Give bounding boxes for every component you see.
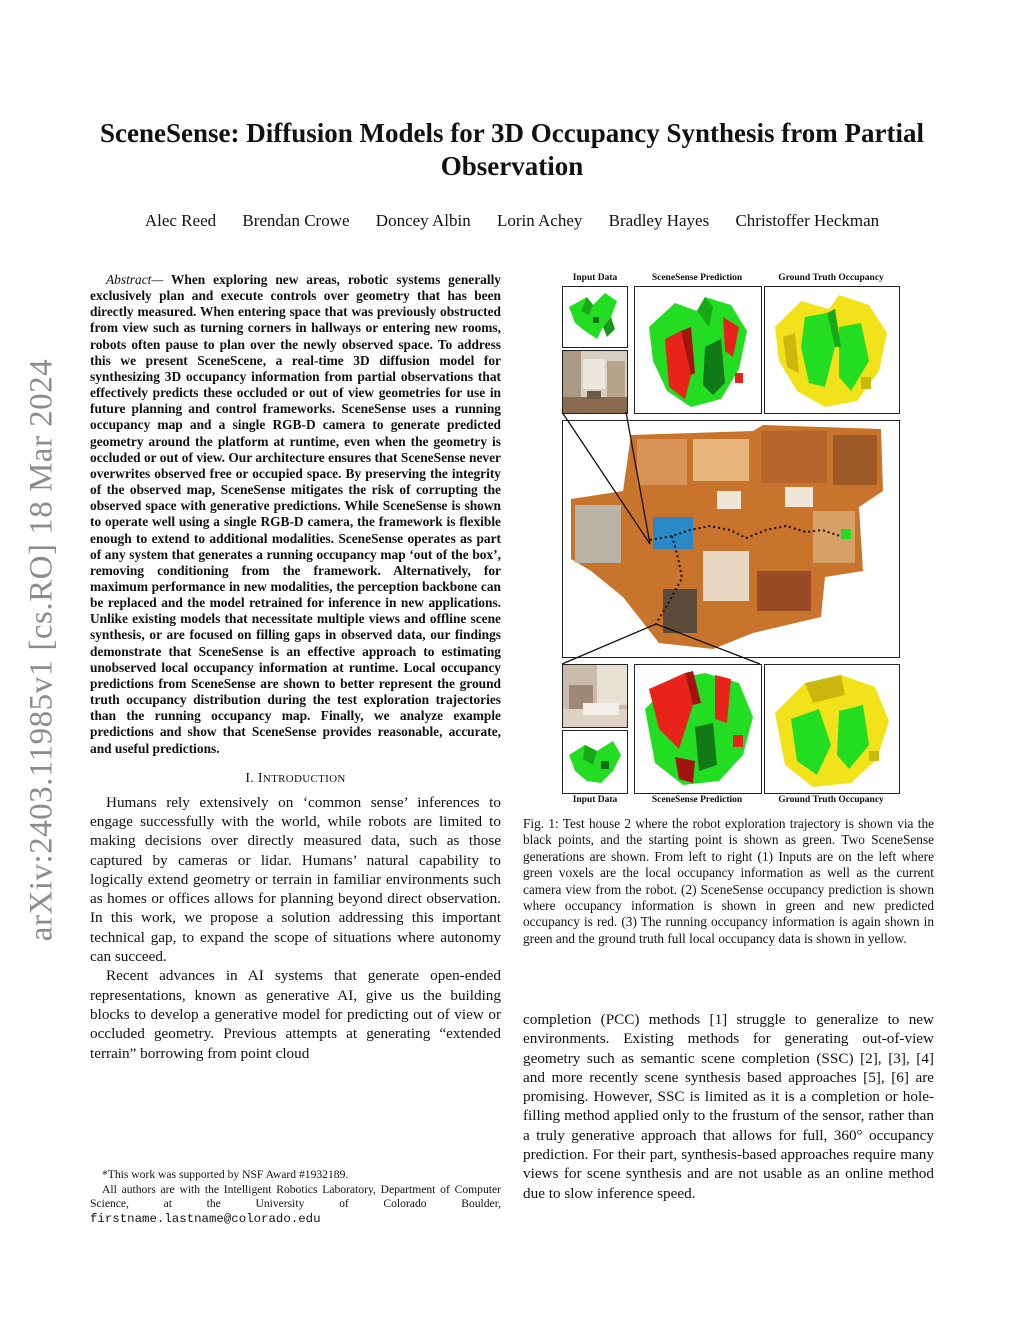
intro-paragraph: Recent advances in AI systems that generate open-ended representations, known as generative AI, give us the building blocks to develop a generative model for predicting out of view or occluded geometry. Previous attempts at generating “extended terrain” borrowing from point cloud	[90, 967, 501, 1062]
label-prediction-top: SceneSense Prediction	[651, 273, 743, 283]
trajectory-points	[656, 536, 682, 624]
trajectory-points	[650, 526, 840, 540]
footnote-affiliation	[90, 1183, 501, 1227]
footnotes	[90, 1168, 501, 1226]
paper-title: SceneSense: Diffusion Models for 3D Occupancy Synthesis from Partial Observation	[100, 118, 924, 181]
abstract-lead: Abstract	[106, 272, 152, 287]
author-name: Brendan Crowe	[242, 211, 350, 230]
author-name: Alec Reed	[144, 211, 217, 230]
intro-paragraph: Humans rely extensively on ‘common sense’ inferences to engage successfully with the world, while robots are limited to making decisions over directly measured data, such as those captured by cameras or lidar. Humans’ natural capability to logically extend geometry or terrain in familiar environments such as homes or offices allows for planning beyond direct observation. In this work, we propose a solution addressing this important technical gap, to expand the scope of situations where autonomy can succeed.	[90, 793, 501, 966]
left-column	[90, 272, 501, 1063]
section-number: I.	[245, 770, 255, 786]
abstract	[90, 272, 501, 757]
affiliation-text: All authors are with the Intelligent Robotics Laboratory, Department of Computer Science, at the University of Colorado Boulder,	[90, 1182, 501, 1210]
figure-1	[560, 268, 900, 808]
right-column	[523, 1010, 934, 1203]
abstract-text: When exploring new areas, robotic systems generally exclusively plan and execute controls over geometry that has been directly measured. When entering space that was previously obstructed from view such as turning corners in hallways or entering new rooms, robots often pause to plan over the newly observed space. To address this we present SceneScene, a real-time 3D diffusion model for synthesizing 3D occupancy information from partial observations that effectively predicts these occluded or out of view geometries for use in future planning and control frameworks. SceneSense uses a running occupancy map and a single RGB-D camera to generate predicted geometry around the platform at runtime, even when the geometry is occluded or out of view. Our architecture ensures that SceneSense never overwrites observed free or occupied space. By preserving the integrity of the observed map, SceneSense mitigates the risk of corrupting the observed space with generative predictions. While SceneSense is shown to operate well using a single RGB-D camera, the framework is flexible enough to extend to additional modalities. SceneSense operates as part of any system that generates a running occupancy map ‘out of the box’, removing conditioning from the framework. Alternatively, for maximum performance in new modalities, the perception backbone can be replaced and the model retrained for inference in new applications. Unlike existing models that necessitate multiple views and offline scene synthesis, or are focused on filling gaps in observed data, our findings demonstrate that SceneSense is an effective approach to estimating unobserved local occupancy information at runtime. Local occupancy predictions from SceneSense are shown to better represent the ground truth occupancy distribution during the test exploration trajectories than the running occupancy map. Finally, we analyze example predictions and show that SceneSense provides reasonable, accurate, and useful predictions.	[90, 272, 501, 756]
label-input-data-bottom: Input Data	[572, 795, 618, 805]
author-name: Doncey Albin	[375, 211, 471, 230]
connector-line	[626, 412, 650, 544]
section-first-letter: I	[257, 770, 263, 786]
figure-caption	[523, 816, 934, 947]
connector-line	[562, 412, 650, 544]
section-heading	[90, 771, 501, 787]
connector-line	[562, 624, 656, 664]
abstract-dash: —	[151, 272, 164, 287]
label-ground-truth-bottom: Ground Truth Occupancy	[778, 795, 884, 805]
author-name: Christoffer Heckman	[735, 211, 880, 230]
arxiv-stamp	[22, 350, 62, 950]
author-list	[60, 211, 964, 231]
label-prediction-bottom: SceneSense Prediction	[651, 795, 743, 805]
caption-text: Fig. 1: Test house 2 where the robot exploration trajectory is shown via the black points, and the starting point is shown as green. Two SceneSense generations are shown. From left to right (1) Inputs are on the left where green voxels are the local occupancy information as well as the current camera view from the robot. (2) SceneSense occupancy prediction is shown where occupancy information is shown in green and new predicted occupancy is red. (3) The running occupancy information is again shown in green and the ground truth full local occupancy data is shown in yellow.	[523, 816, 934, 946]
arxiv-id: arXiv:2403.11985v1 [cs.RO] 18 Mar 2024	[23, 358, 60, 942]
footnote-award: *This work was supported by NSF Award #1932189.	[102, 1168, 349, 1181]
section-title-rest: NTRODUCTION	[262, 772, 346, 785]
figure-connectors	[560, 268, 900, 808]
label-ground-truth-top: Ground Truth Occupancy	[778, 273, 884, 283]
right-paragraph: completion (PCC) methods [1] struggle to generalize to new environments. Existing methods for generating out-of-view geometry such as semantic scene completion (SSC) [2], [3], [4] and more recently scene synthesis based approaches [5], [6] are promising. However, SSC is limited as it is a completion or hole-filling method applied only to the frustum of the sensor, rather than a truly generative approach that allows for full, 360° occupancy prediction. For their part, synthesis-based approaches require many views for scene synthesis and are not usable as an online method due to slow inference speed.	[523, 1011, 934, 1202]
email-link[interactable]: firstname.lastname@colorado.edu	[90, 1211, 321, 1226]
author-name: Lorin Achey	[496, 211, 583, 230]
author-name: Bradley Hayes	[608, 211, 710, 230]
label-input-data-top: Input Data	[572, 273, 618, 283]
connector-line	[656, 624, 760, 664]
